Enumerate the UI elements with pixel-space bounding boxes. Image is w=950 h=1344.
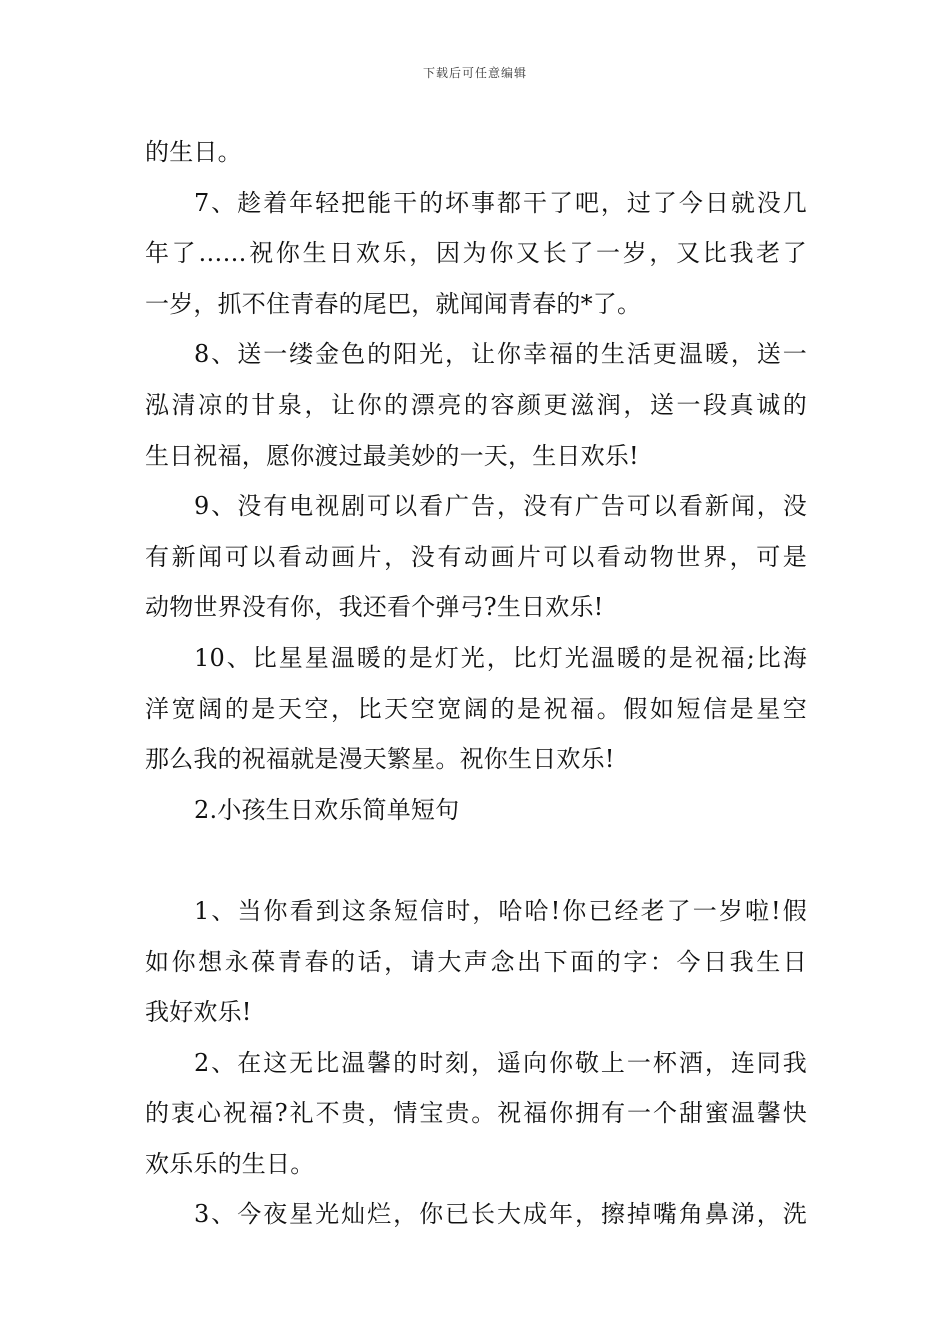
text-line: 欢乐乐的生日。 [145, 1149, 315, 1178]
text-line: 8、送一缕金色的阳光，让你幸福的生活更温暖，送一 [194, 340, 807, 369]
text-line: 我好欢乐! [145, 998, 252, 1027]
text-line: 10、比星星温暖的是灯光，比灯光温暖的是祝福;比海 [194, 643, 807, 672]
document-body [145, 127, 807, 1240]
text-line: 1、当你看到这条短信时，哈哈!你已经老了一岁啦!假 [194, 896, 807, 925]
text-line: 7、趁着年轻把能干的坏事都干了吧，过了今日就没几 [194, 188, 807, 217]
text-line: 生日祝福，愿你渡过最美妙的一天，生日欢乐! [145, 441, 639, 470]
text-line: 那么我的祝福就是漫天繁星。祝你生日欢乐! [145, 745, 615, 774]
text-line: 的生日。 [145, 138, 242, 166]
page-header: 下载后可任意编辑 [422, 66, 527, 80]
text-line: 如你想永葆青春的话，请大声念出下面的字：今日我生日 [145, 947, 807, 976]
text-line: 9、没有电视剧可以看广告，没有广告可以看新闻，没 [194, 492, 807, 521]
text-line: 的衷心祝福?礼不贵，情宝贵。祝福你拥有一个甜蜜温馨快 [145, 1099, 807, 1128]
section-heading: 2.小孩生日欢乐简单短句 [194, 795, 460, 824]
text-line: 3、今夜星光灿烂，你已长大成年，擦掉嘴角鼻涕，洗 [194, 1200, 807, 1229]
blank-line [145, 835, 807, 886]
text-line: 泓清凉的甘泉，让你的漂亮的容颜更滋润，送一段真诚的 [145, 390, 807, 419]
text-line: 2、在这无比温馨的时刻，遥向你敬上一杯酒，连同我 [194, 1048, 807, 1077]
text-line: 洋宽阔的是天空，比天空宽阔的是祝福。假如短信是星空 [145, 694, 807, 723]
text-line: 动物世界没有你，我还看个弹弓?生日欢乐! [145, 593, 604, 622]
text-line: 有新闻可以看动画片，没有动画片可以看动物世界，可是 [145, 542, 807, 571]
text-line: 年了……祝你生日欢乐，因为你又长了一岁，又比我老了 [145, 239, 807, 268]
text-line: 一岁，抓不住青春的尾巴，就闻闻青春的*了。 [145, 289, 642, 318]
